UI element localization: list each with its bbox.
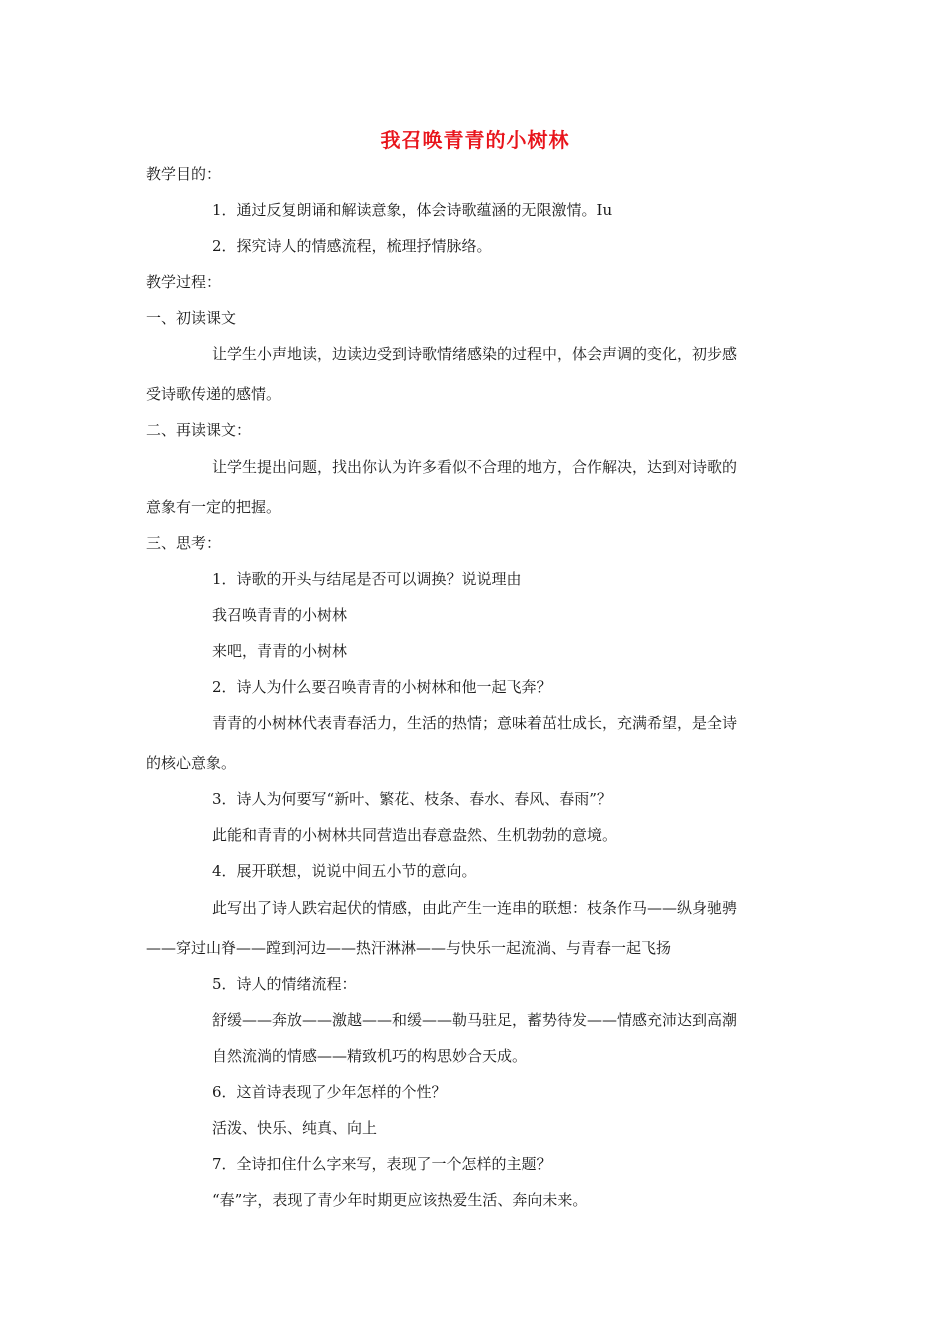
question-6: 6．这首诗表现了少年怎样的个性？: [212, 1083, 447, 1101]
answer-line: 自然流淌的情感——精致机巧的构思妙合天成。: [212, 1047, 528, 1065]
paragraph-line: 受诗歌传递的感情。: [146, 385, 282, 403]
quote-line: 我召唤青青的小树林: [212, 606, 348, 624]
question-1: 1．诗歌的开头与结尾是否可以调换？说说理由: [212, 570, 522, 588]
heading-process: 教学过程：: [146, 273, 222, 291]
question-4: 4．展开联想，说说中间五小节的意向。: [212, 862, 477, 880]
paragraph-line: 让学生小声地读，边读边受到诗歌情绪感染的过程中，体会声调的变化，初步感: [212, 345, 738, 363]
heading-objectives: 教学目的：: [146, 165, 222, 183]
question-3: 3．诗人为何要写“新叶、繁花、枝条、春水、春风、春雨”？: [212, 790, 612, 808]
question-7: 7．全诗扣住什么字来写，表现了一个怎样的主题？: [212, 1155, 552, 1173]
objective-1: 1．通过反复朗诵和解读意象，体会诗歌蕴涵的无限激情。Iu: [212, 201, 613, 219]
answer-line: “春”字，表现了青少年时期更应该热爱生活、奔向未来。: [212, 1191, 588, 1209]
document-title: 我召唤青青的小树林: [380, 128, 570, 152]
section-2-heading: 二、再读课文：: [146, 421, 252, 439]
answer-line: 此能和青青的小树林共同营造出春意盎然、生机勃勃的意境。: [212, 826, 618, 844]
paragraph-line: 意象有一定的把握。: [146, 498, 282, 516]
answer-line: 此写出了诗人跌宕起伏的情感，由此产生一连串的联想：枝条作马——纵身驰骋: [212, 899, 738, 917]
section-1-heading: 一、初读课文: [146, 309, 237, 327]
objective-2: 2．探究诗人的情感流程，梳理抒情脉络。: [212, 237, 492, 255]
answer-line: 活泼、快乐、纯真、向上: [212, 1119, 378, 1137]
answer-line: 的核心意象。: [146, 754, 237, 772]
question-2: 2．诗人为什么要召唤青青的小树林和他一起飞奔？: [212, 678, 552, 696]
answer-line: 青青的小树林代表青春活力，生活的热情；意味着茁壮成长，充满希望，是全诗: [212, 714, 738, 732]
answer-line: 舒缓——奔放——激越——和缓——勒马驻足，蓄势待发——情感充沛达到高潮: [212, 1011, 738, 1029]
section-3-heading: 三、思考：: [146, 534, 222, 552]
quote-line: 来吧，青青的小树林: [212, 642, 348, 660]
answer-line: ——穿过山脊——蹚到河边——热汗淋淋——与快乐一起流淌、与青春一起飞扬: [146, 939, 672, 957]
question-5: 5．诗人的情绪流程：: [212, 975, 357, 993]
paragraph-line: 让学生提出问题，找出你认为许多看似不合理的地方，合作解决，达到对诗歌的: [212, 458, 738, 476]
